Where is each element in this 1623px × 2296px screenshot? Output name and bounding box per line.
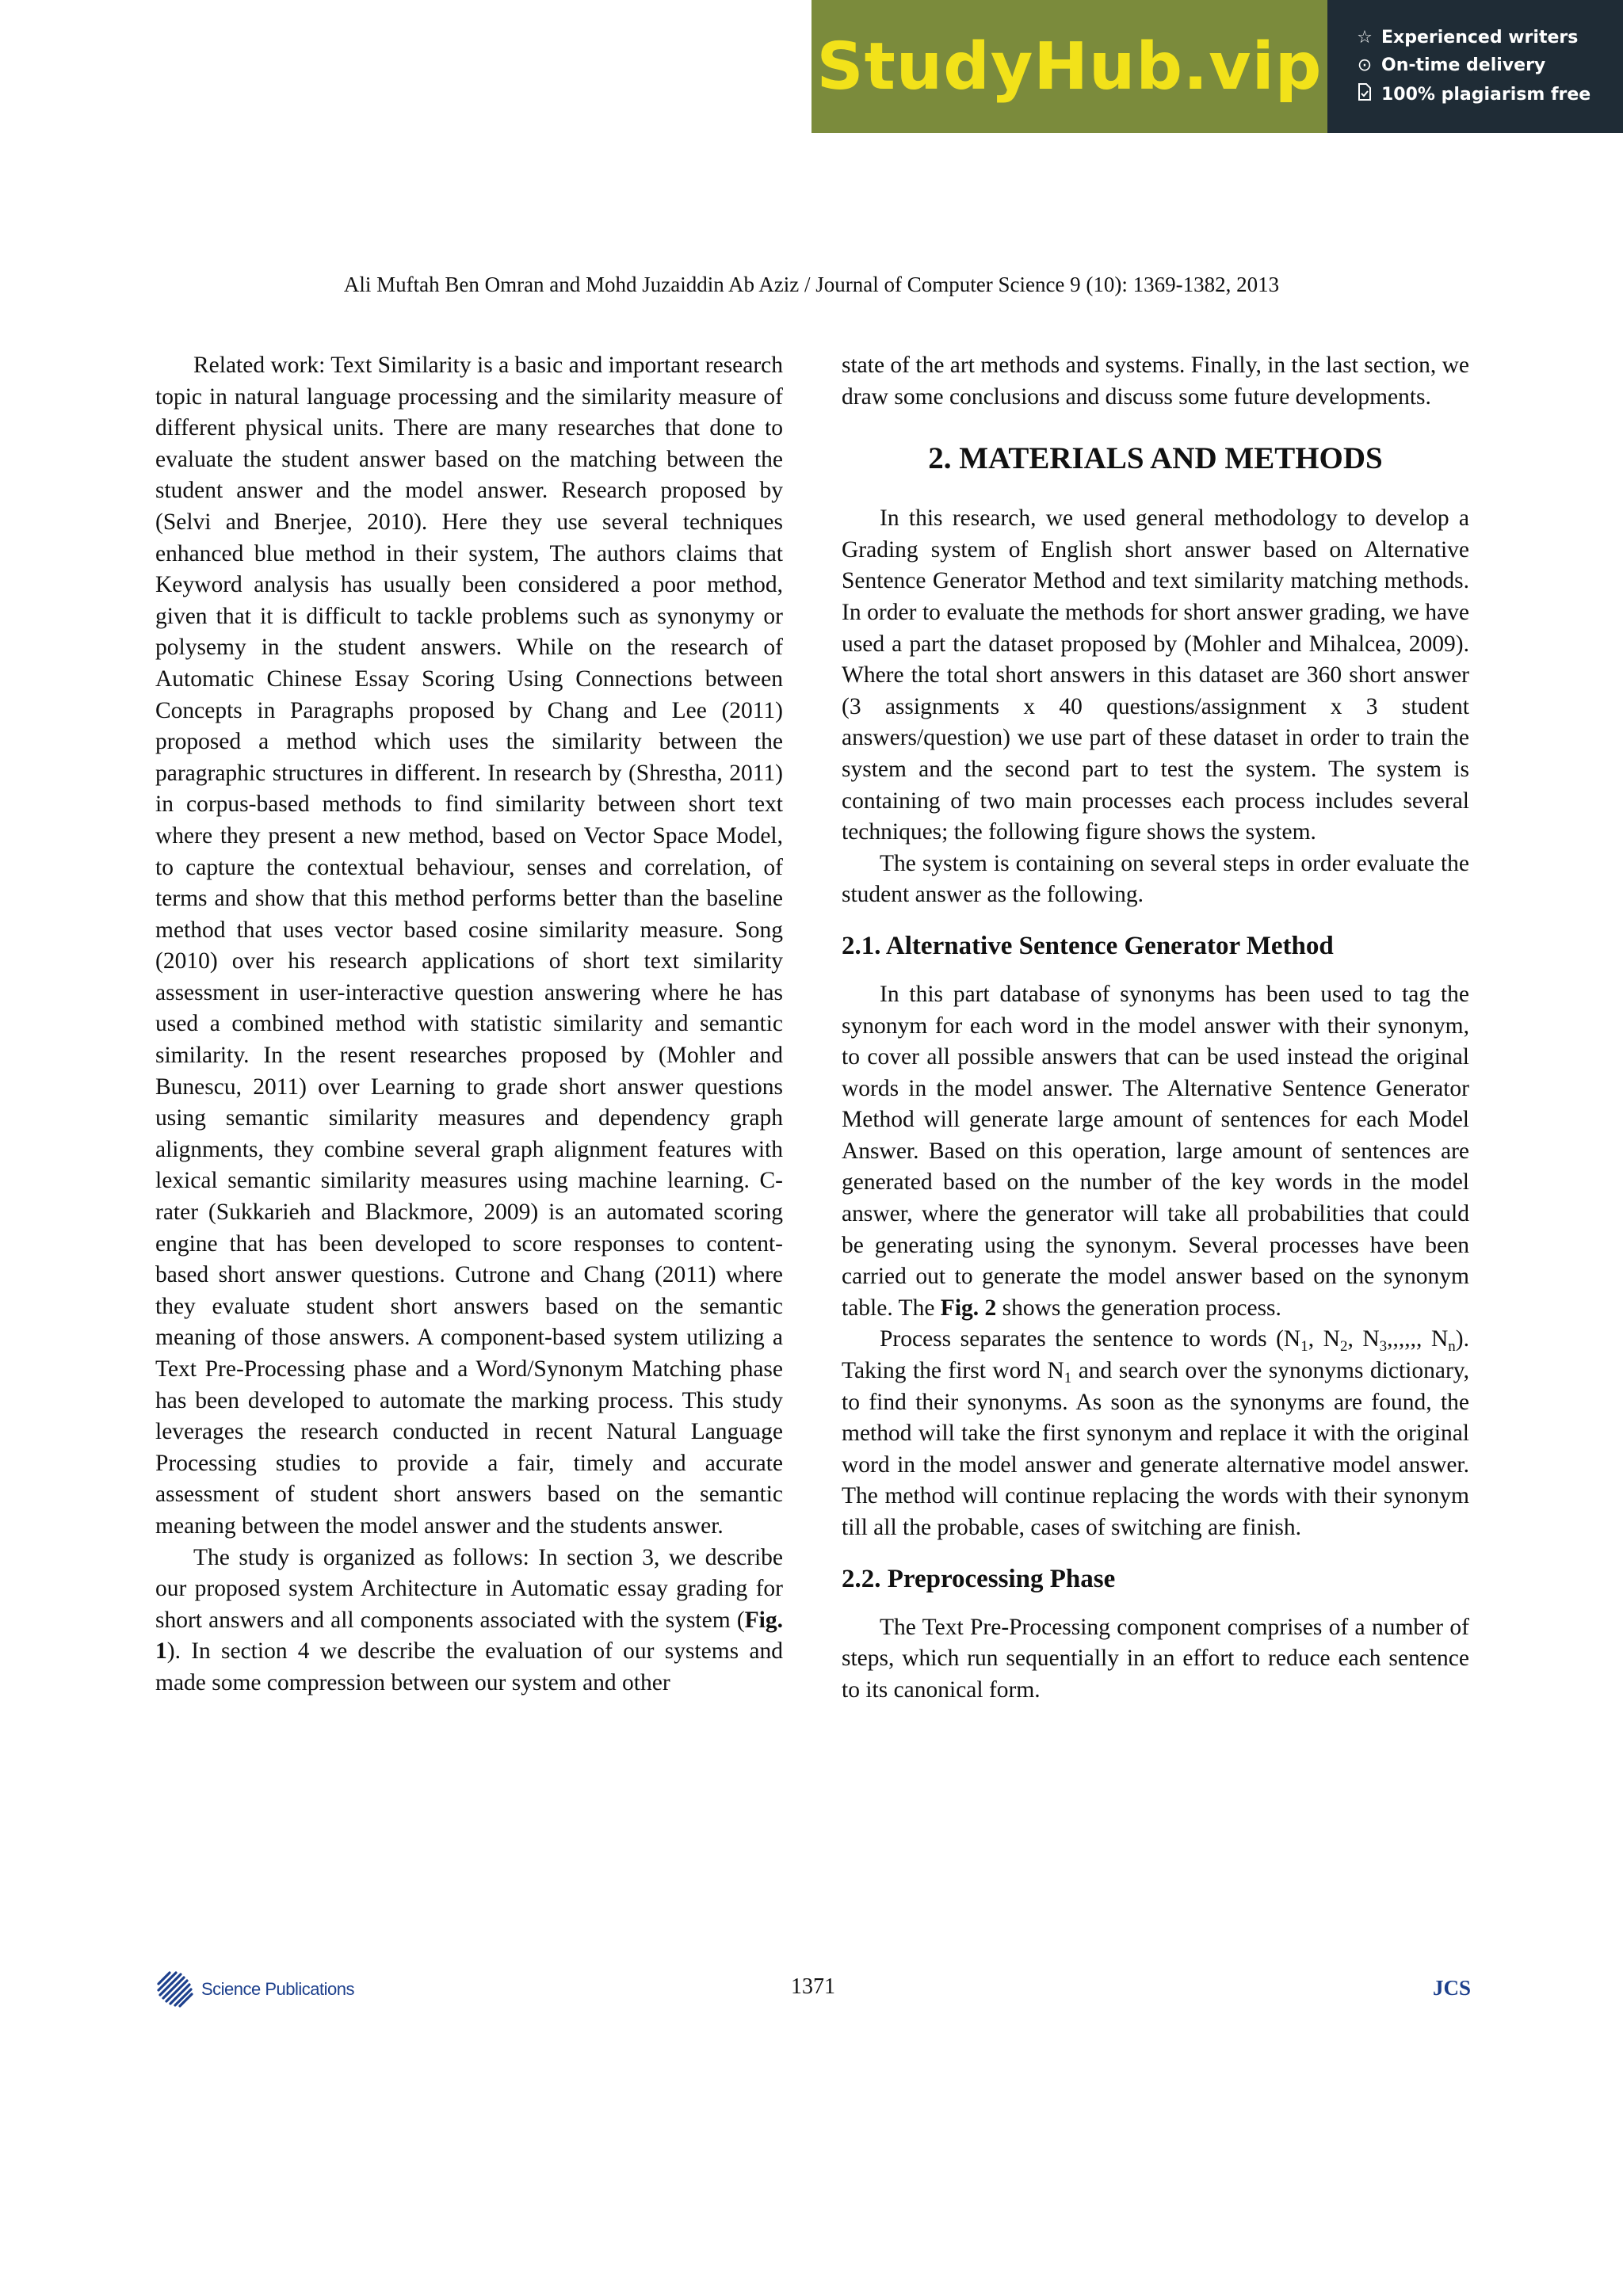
subsection-title: 2.2. Preprocessing Phase bbox=[842, 1564, 1116, 1593]
star-icon: ☆ bbox=[1357, 28, 1373, 48]
banner-feature-label: On-time delivery bbox=[1381, 55, 1546, 75]
methods-paragraph: The system is containing on several steps in order evaluate the student answer as the following. bbox=[842, 850, 1469, 908]
banner-feature-plagiarism bbox=[1356, 83, 1623, 105]
page-footer bbox=[155, 1970, 1471, 2017]
methods-paragraph: In this research, we used general methodology to develop a Grading system of English short answer based on Alternative Sentence Generator Method and text similarity matching methods. In order to evaluate the methods for short answer grading, we have used a part the dataset proposed by (Mohler and Mihalcea, 2009). Where the total short answers in this dataset are 360 short answer (3 assignments x 40 questions/assignment x 3 student answers/question) we use part of these dataset in order to train the system and the second part to test the system. The system is containing of two main processes each process includes several techniques; the following figure shows the system. bbox=[842, 505, 1469, 845]
figure-reference: Fig. 1 bbox=[155, 1607, 783, 1665]
preprocessing-paragraph: The Text Pre-Processing component comprises of a number of steps, which run sequentially in an effort to reduce each sentence to its canonical form. bbox=[842, 1614, 1469, 1703]
generator-paragraph: In this part database of synonyms has been used to tag the synonym for each word in the model answer with their synonym, to cover all possible answers that can be used instead the original words in the model answer. The Alternative Sentence Generator Method will generate large amount of sentences for each Model Answer. Based on this operation, large amount of sentences are generated based on the number of the key words in the model answer, where the generator will take all probabilities that could be generating using the synonym. Several processes have been carried out to generate the model answer based on the synonym table. The Fig. 2 shows the generation process. bbox=[842, 981, 1469, 1321]
promo-banner[interactable] bbox=[812, 0, 1623, 133]
banner-feature-list bbox=[1327, 0, 1623, 133]
subsection-title: 2.1. Alternative Sentence Generator Method bbox=[842, 931, 1334, 960]
banner-feature-label: Experienced writers bbox=[1381, 28, 1579, 48]
organization-paragraph: The study is organized as follows: In section 3, we describe our proposed system Architecture in Automatic essay grading for short answers and all components associated with the system (Fig. 1). In section 4 we describe the evaluation of our systems and made some compression between our system and other bbox=[155, 1544, 783, 1695]
process-paragraph: Process separates the sentence to words ($N_1$, $N_2$, $N_3$,,,,,, $N_n$). Taking the first word $N_1$ and search over the synonyms dictionary, to find their synonyms. As soon as the synonyms are found, the method will take the first synonym and replace it with the original word in the model answer and generate alternative model answer. The method will continue replacing the words with their synonym till all the probable, cases of switching are finish. bbox=[842, 1326, 1469, 1540]
related-work-paragraph: Related work: Text Similarity is a basic and important research topic in natural language processing and the similarity measure of different physical units. There are many researches that done to evaluate the student answer based on the matching between the student answer and the model answer. Research proposed by (Selvi and Bnerjee, 2010). Here they use several techniques enhanced blue method in their system, The authors claims that Keyword analysis has usually been considered a poor method, given that it is difficult to tackle problems such as synonymy or polysemy in the student answers. While on the research of Automatic Chinese Essay Scoring Using Connections between Concepts in Paragraphs proposed by Chang and Lee (2011) proposed a method which uses the similarity between the paragraphic structures in different. In research by (Shrestha, 2011) in corpus-based methods to find similarity between short text where they present a new method, based on Vector Space Model, to capture the contextual behaviour, senses and correlation, of terms and show that this method performs better than the baseline method that uses vector based cosine similarity measure. Song (2010) over his research applications of short text similarity assessment in user-interactive question answering where he has used a combined method with statistic similarity and semantic similarity. In the resent researches proposed by (Mohler and Bunescu, 2011) over Learning to grade short answer questions using semantic similarity measures and dependency graph alignments, they combine several graph alignment features with lexical semantic similarity measures using machine learning. C-rater (Sukkarieh and Blackmore, 2009) is an automated scoring engine that has been developed to score responses to content-based short answer questions. Cutrone and Chang (2011) where they evaluate student short answers based on the semantic meaning of those answers. A component-based system utilizing a Text Pre-Processing phase and a Word/Synonym Matching phase has been developed to automate the marking process. This study leverages the research conducted in recent Natural Language Processing studies to provide a fair, timely and accurate assessment of student short answers based on the semantic meaning between the model answer and the students answer. bbox=[155, 353, 783, 1539]
figure-reference: Fig. 2 bbox=[940, 1295, 997, 1321]
left-column bbox=[155, 350, 783, 1699]
page-number: 1371 bbox=[791, 1974, 835, 1999]
studyhub-logo-text: StudyHub.vip bbox=[816, 29, 1323, 105]
right-column bbox=[842, 350, 1469, 1706]
running-header: Ali Muftah Ben Omran and Mohd Juzaiddin Ab Aziz / Journal of Computer Science 9 (10): 1369-1382, 2013 bbox=[343, 273, 1280, 296]
banner-feature-writers bbox=[1356, 28, 1623, 48]
banner-feature-delivery bbox=[1356, 55, 1623, 75]
document-check-icon bbox=[1356, 83, 1373, 105]
continuation-paragraph: state of the art methods and systems. Finally, in the last section, we draw some conclusions and discuss some future developments. bbox=[842, 353, 1469, 410]
banner-feature-label: 100% plagiarism free bbox=[1381, 84, 1591, 105]
publisher-name: Science Publications bbox=[201, 1979, 355, 1999]
journal-abbreviation: JCS bbox=[1432, 1976, 1471, 2000]
section-title: 2. MATERIALS AND METHODS bbox=[928, 441, 1383, 476]
studyhub-logo[interactable] bbox=[812, 0, 1327, 133]
clock-icon: ⊙ bbox=[1357, 55, 1373, 75]
